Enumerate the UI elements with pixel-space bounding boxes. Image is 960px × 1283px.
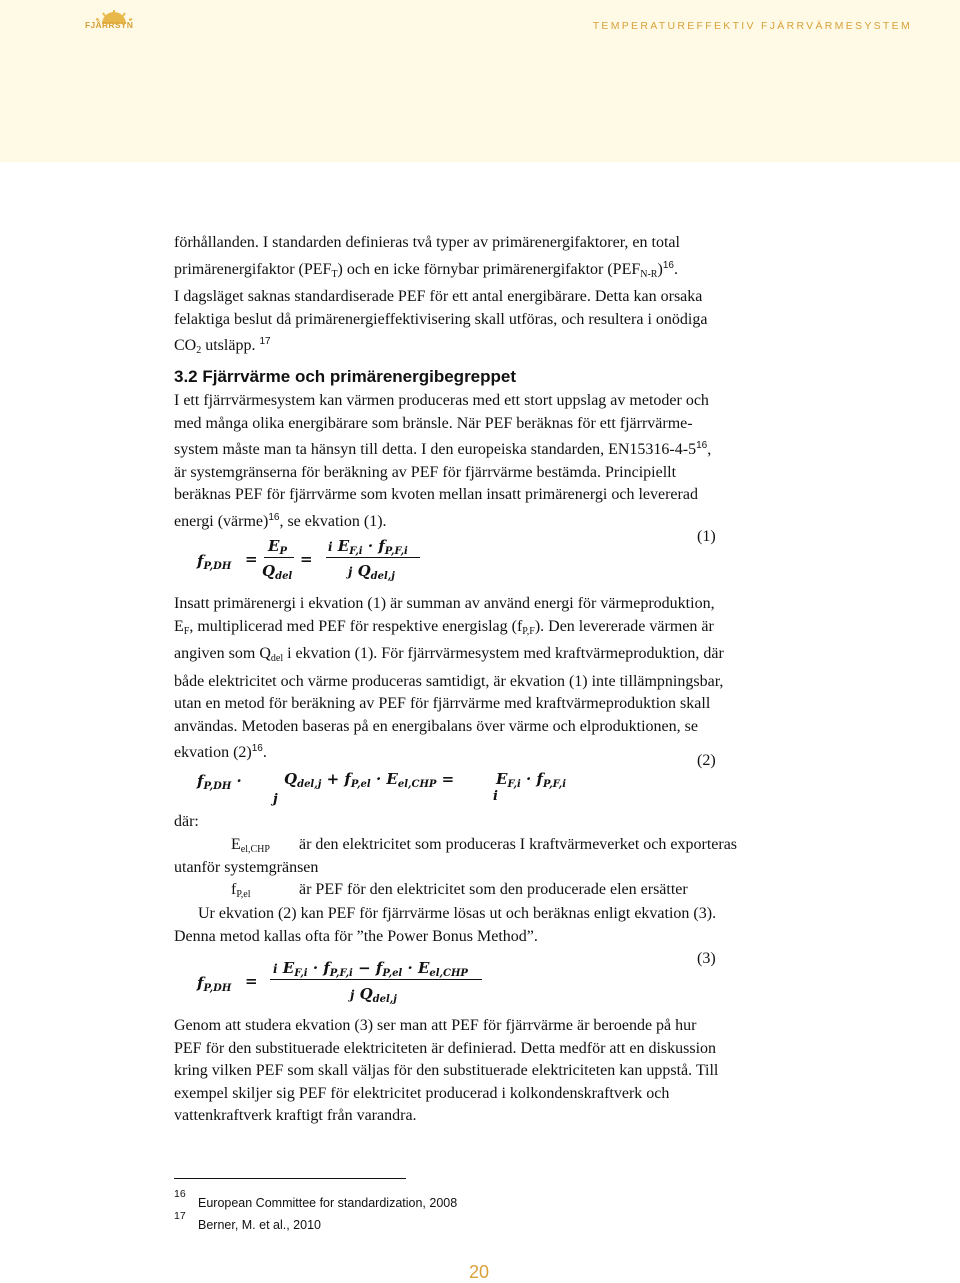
footnote-mark: 17 <box>174 1210 186 1222</box>
text-line: $E_F$, multiplicerad med PEF för respektive energislag $(f_{P,F})$. Den levererade värmen är <box>174 617 714 637</box>
paragraph-2 <box>174 593 794 765</box>
equation-number: (1) <box>697 528 716 545</box>
text-line: beräknas PEF för fjärrvärme som kvoten mellan insatt primärenergi och levererad <box>174 486 698 503</box>
paragraph-1 <box>174 390 794 533</box>
text-line: ekvation $(2)^{16}$. <box>174 743 267 761</box>
text-line: Denna metod kallas ofta för ”the Power Bonus Method”. <box>174 927 538 945</box>
text-line: angiven som $Q_{del}$ i ekvation (1). För fjärrvärmesystem med kraftvärmeproduktion, där <box>174 645 724 664</box>
text-line: I dagsläget saknas standardiserade PEF för ett antal energibärare. Detta kan orsaka <box>174 288 703 305</box>
definition-term: $f_{P,el}$ <box>231 881 251 900</box>
section-heading: 3.2 Fjärrvärme och primärenergibegreppet <box>174 367 517 386</box>
text-line: förhållanden. I standarden definieras två typer av primärenergifaktorer, en total <box>174 234 680 251</box>
page-number: 20 <box>469 1262 490 1282</box>
text-line: kring vilken PEF som skall väljas för den substituerade elektriciteten kan uppstå. Till <box>174 1062 719 1079</box>
definition-term: $E_{el,CHP}$ <box>231 836 270 855</box>
footnote-text: European Committee for standardization, 2008 <box>198 1196 458 1210</box>
running-head: TEMPERATUREFFEKTIV FJÄRRVÄRMESYSTEM <box>592 20 912 32</box>
text-line: exempel skiljer sig PEF för elektricitet producerad i kolkondenskraftverk och <box>174 1084 670 1102</box>
text-line: vattenkraftverk kraftigt från varandra. <box>174 1107 417 1124</box>
equation-number: (2) <box>697 752 716 769</box>
text-line: är systemgränserna för beräkning av PEF för fjärrvärme bestämda. Principiellt <box>174 463 677 481</box>
footnote-mark: 16 <box>174 1188 186 1200</box>
equation-number: (3) <box>697 950 716 967</box>
paragraph-3 <box>174 903 794 948</box>
text-line: felaktiga beslut då primärenergieffektivisering skall utföras, och resultera i onödiga <box>174 310 708 328</box>
text-line: utan en metod för beräkning av PEF för fjärrvärme med kraftvärmeproduktion skall <box>174 695 711 712</box>
footnote-divider <box>174 1178 406 1179</box>
text-line: $CO_2$ utsläpp. $^{17}$ <box>174 336 271 356</box>
definition-text: är PEF för den elektricitet som den producerade elen ersätter <box>299 881 688 898</box>
text-line: med många olika energibärare som bränsle. När PEF beräknas för ett fjärrvärme- <box>174 414 693 432</box>
text-line: system måste man ta hänsyn till detta. I den europeiska standarden, $EN15316-4-5^{16}$, <box>174 440 712 458</box>
definition-text: är den elektricitet som produceras I kraftvärmeverket och exporteras <box>299 836 738 853</box>
paragraph-4 <box>174 1015 794 1128</box>
text-line: I ett fjärrvärmesystem kan värmen produceras med ett stort uppslag av metoder och <box>174 392 709 409</box>
footnote-text: Berner, M. et al., 2010 <box>198 1218 321 1232</box>
text-line: Ur ekvation (2) kan PEF för fjärrvärme lösas ut och beräknas enligt ekvation (3). <box>198 905 717 922</box>
text-line: användas. Metoden baseras på en energibalans över värme och elproduktionen, se <box>174 717 698 735</box>
logo-text: FJÄRRSYN <box>85 20 134 30</box>
text-line: primärenergifaktor $(PEF_T)$ och en icke förnybar primärenergifaktor $(PEF_{N-R})^{16}$. <box>174 259 678 280</box>
intro-paragraph <box>174 232 794 363</box>
text-line: PEF för den substituerade elektriciteten är definierad. Detta medför att en diskussion <box>174 1039 717 1057</box>
text-line: Genom att studera ekvation (3) ser man att PEF för fjärrvärme är beroende på hur <box>174 1017 697 1034</box>
text-line: Insatt primärenergi i ekvation (1) är summan av använd energi för värmeproduktion, <box>174 595 715 612</box>
definitions-label: där: <box>174 813 199 830</box>
text-line: både elektricitet och värme produceras samtidigt, är ekvation (1) inte tillämpningsbar, <box>174 672 724 690</box>
definition-text: utanför systemgränsen <box>174 859 319 876</box>
text-line: energi (värme)$^{16}$, se ekvation (1). <box>174 511 387 530</box>
